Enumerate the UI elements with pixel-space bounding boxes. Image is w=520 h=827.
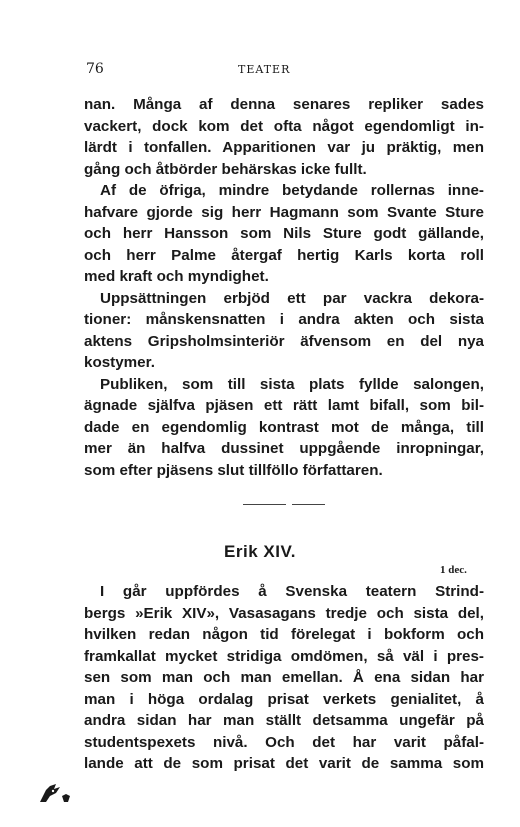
text-line: Uppsättningen erbjöd ett par vackra dekora- — [100, 289, 484, 307]
text-line: nan. Många af denna senares repliker sades — [84, 96, 484, 113]
section-date: 1 dec. — [440, 564, 467, 576]
text-line: aktens Gripsholmsinteriör äfvensom en del nya — [84, 332, 484, 350]
text-line: ägnade själfva pjäsen ett rätt lamt bifall, som bil- — [84, 397, 484, 414]
section-divider-gap — [286, 503, 292, 506]
text-line: kostymer. — [84, 354, 155, 371]
text-line: Publiken, som till sista plats fyllde salongen, — [100, 375, 484, 393]
text-line: som efter pjäsens slut tillföllo författaren. — [84, 461, 383, 479]
section-divider — [243, 504, 325, 505]
page-number: 76 — [86, 61, 104, 77]
running-head: TEATER — [238, 63, 291, 76]
text-line: andra sidan har man ställt detsamma ungefär på — [84, 712, 484, 729]
text-line: hvilken redan någon tid förelegat i bokform och — [84, 626, 484, 643]
text-line: mer än halfva dussinet uppgående inropningar, — [84, 440, 484, 457]
text-line: man i höga ordalag prisat verkets genialitet, å — [84, 690, 484, 708]
text-line: vackert, dock kom det ofta något egendomligt in- — [84, 117, 484, 135]
text-line: tioner: månskensnatten i andra akten och sista — [84, 311, 484, 328]
text-line: bergs »Erik XIV», Vasasagans tredje och sista del, — [84, 604, 484, 622]
text-line: gång och åtbörder behärskas icke fullt. — [84, 160, 367, 178]
text-line: sen som man och man emellan. Å ena sidan har — [84, 669, 484, 686]
text-block-erik-xiv-review — [84, 581, 484, 775]
text-line: lande att de som prisat det varit de samma som — [84, 755, 484, 772]
library-stamp-icon — [36, 780, 76, 806]
text-line: studentspexets nivå. Och det har varit påfal- — [84, 733, 484, 751]
text-line: framkallat mycket stridiga omdömen, så väl i pres- — [84, 647, 484, 665]
text-line: I går uppfördes å Svenska teatern Strind- — [100, 583, 484, 600]
text-line: lärdt i tonfallen. Apparitionen var ju präktig, men — [84, 139, 484, 156]
text-line: och herr Palme återgaf hertig Karls korta roll — [84, 246, 484, 264]
text-line: dade en egendomlig kontrast mot de många, till — [84, 418, 484, 436]
section-title: Erik XIV. — [224, 542, 296, 561]
text-line: Af de öfriga, mindre betydande rollernas inne- — [100, 182, 484, 199]
text-line: hafvare gjorde sig herr Hagmann som Svante Sture — [84, 203, 484, 221]
text-line: med kraft och myndighet. — [84, 268, 269, 285]
text-block-review-continuation — [84, 94, 484, 481]
text-line: och herr Hansson som Nils Sture godt gällande, — [84, 225, 484, 242]
